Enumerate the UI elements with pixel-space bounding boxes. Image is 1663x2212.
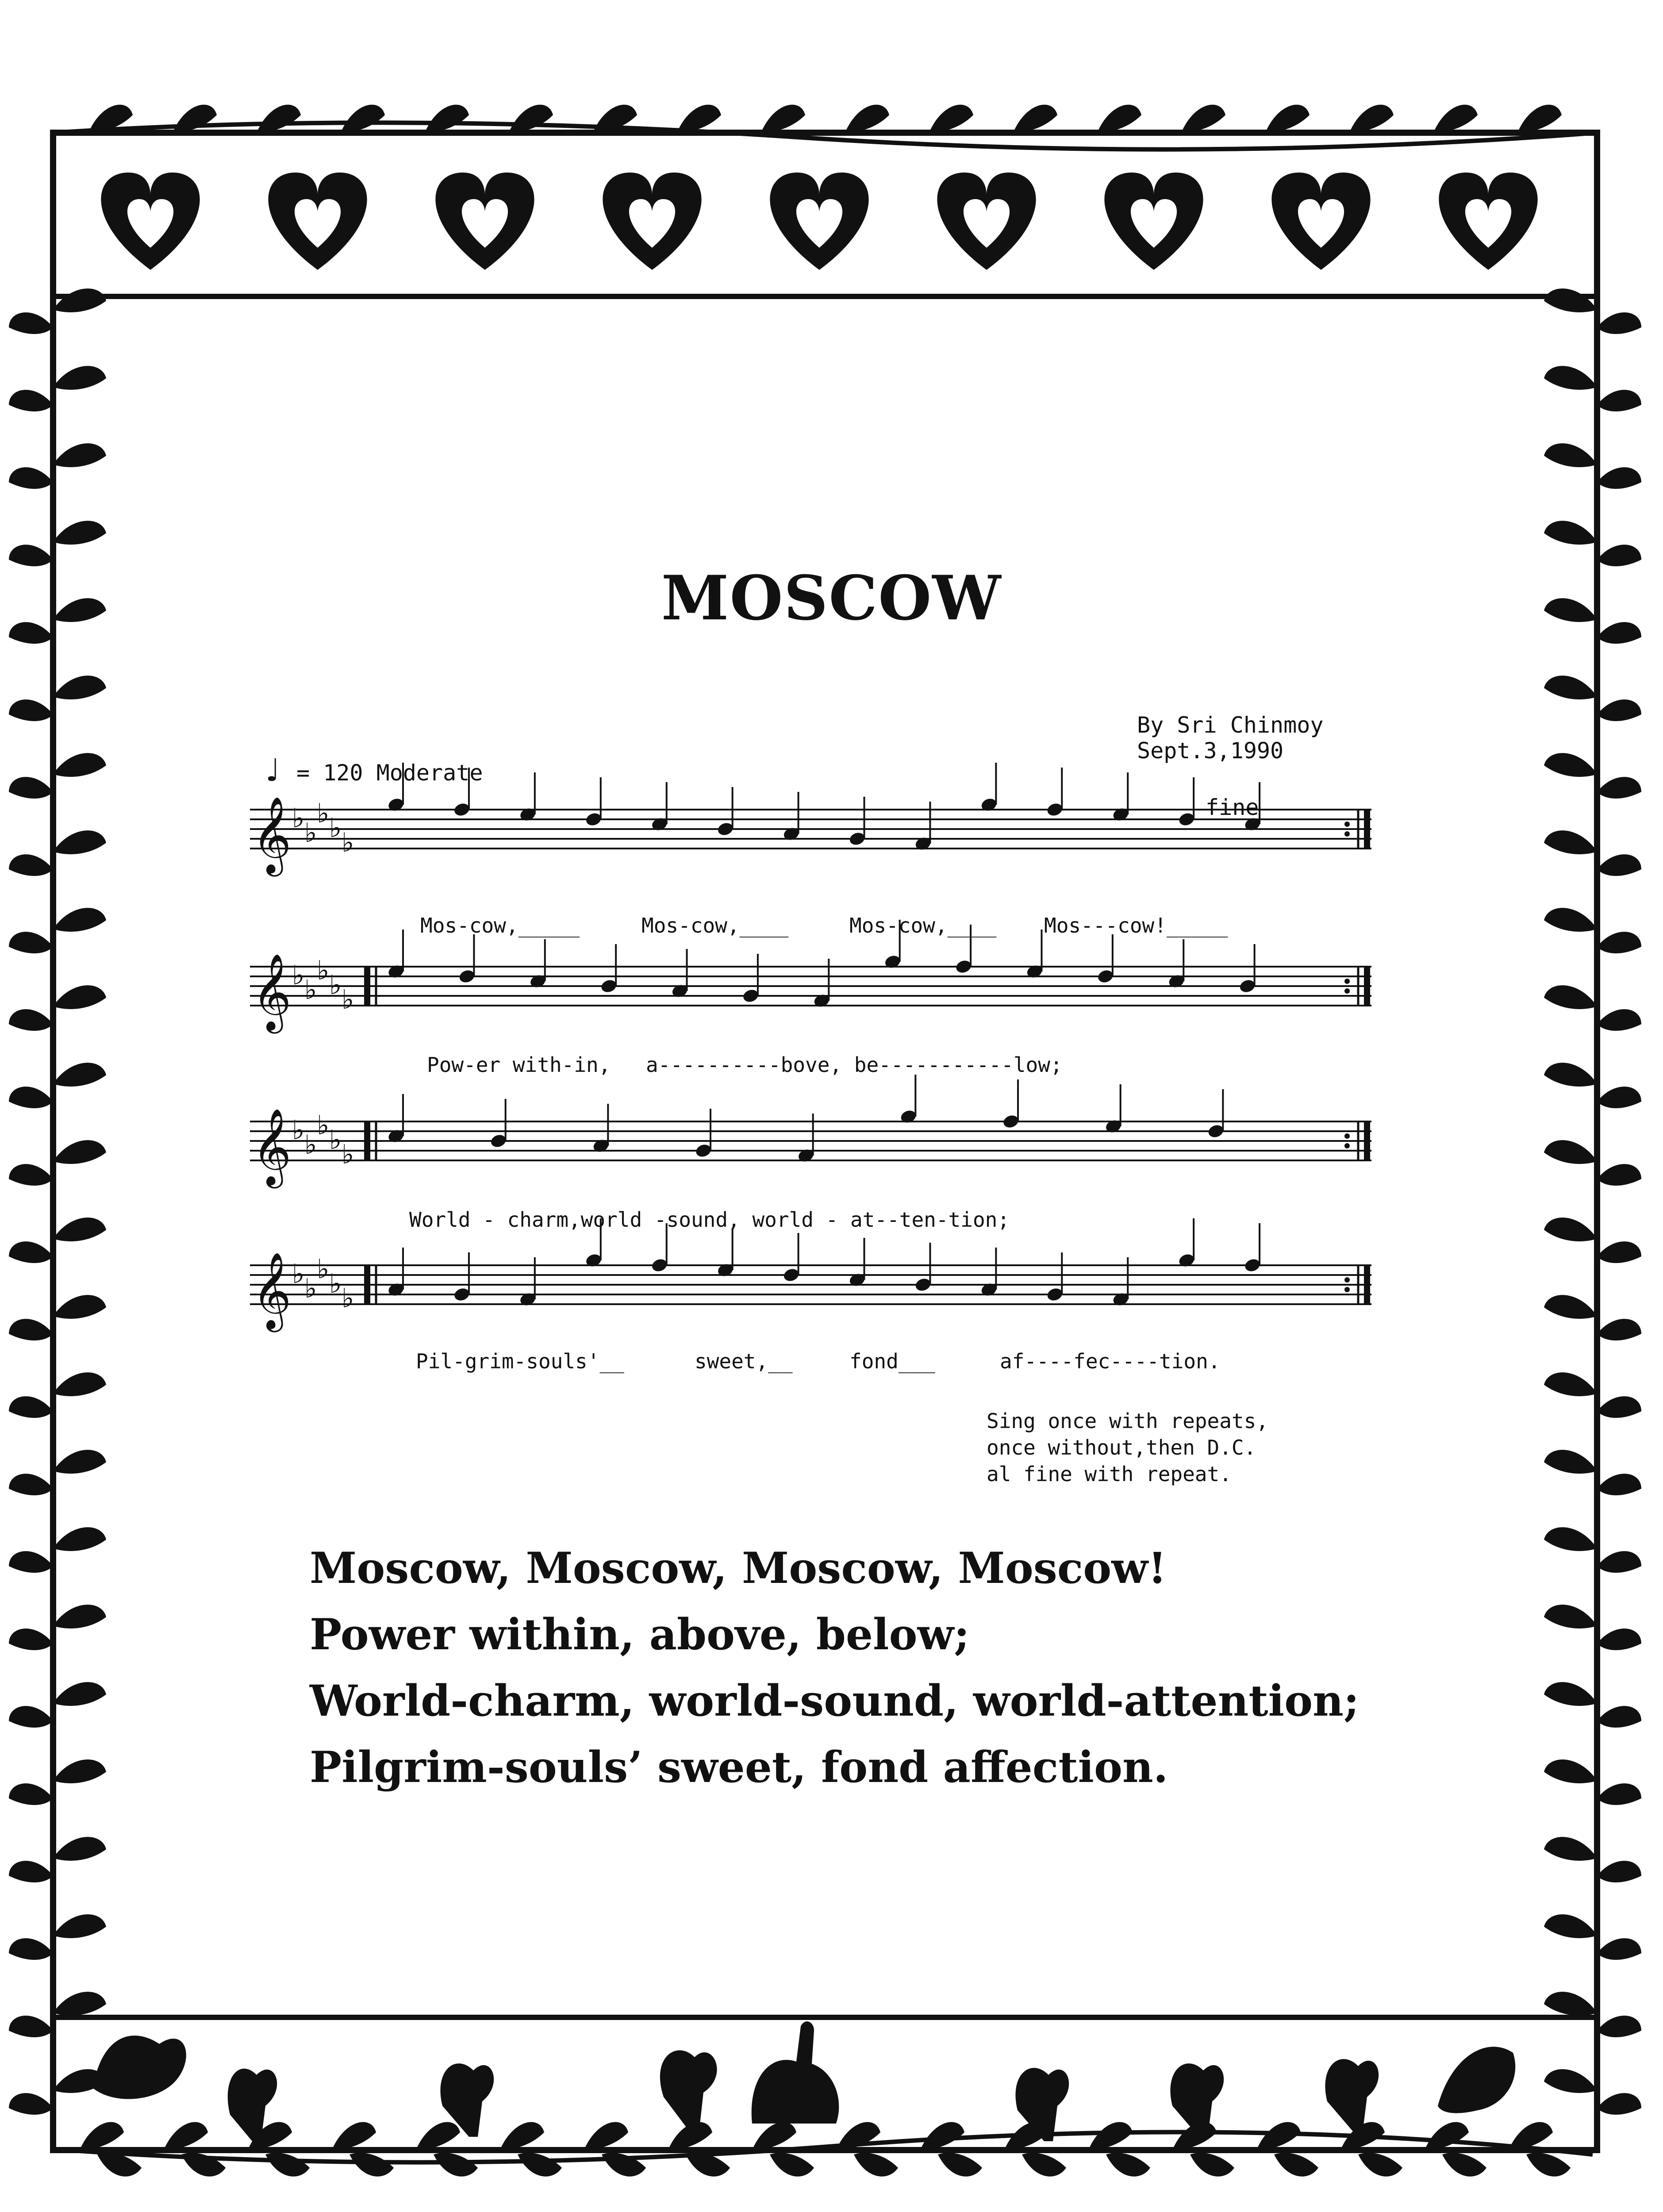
verse-line: Pilgrim-souls’ sweet, fond affection.: [310, 1742, 1168, 1792]
tempo-marking: = 120 Moderate: [296, 760, 483, 786]
verse-line: Power within, above, below;: [310, 1609, 970, 1659]
flat-sign-icon: ♭: [304, 1273, 317, 1304]
flat-sign-icon: ♭: [317, 1254, 330, 1285]
lyric-syllable: Mos-cow,____: [849, 914, 997, 937]
performance-note-line: Sing once with repeats,: [987, 1409, 1268, 1433]
lyric-syllable: a----------bove, be-----------low;: [646, 1053, 1063, 1077]
flat-sign-icon: ♭: [292, 803, 305, 834]
repeat-dot: [1344, 822, 1350, 827]
author-credit: By Sri Chinmoy: [1137, 712, 1324, 738]
flat-sign-icon: ♭: [317, 955, 330, 986]
lyric-syllable: af----fec----tion.: [1000, 1349, 1221, 1373]
performance-note-line: once without,then D.C.: [987, 1436, 1256, 1459]
composition-date: Sept.3,1990: [1137, 738, 1284, 764]
treble-clef-icon: 𝄞: [252, 953, 292, 1030]
lyric-syllable: Mos-cow,_____: [420, 914, 580, 937]
performance-note-line: al fine with repeat.: [987, 1462, 1232, 1486]
lyric-syllable: fond___: [849, 1349, 935, 1373]
repeat-dot: [1344, 988, 1350, 994]
repeat-dot: [1344, 831, 1350, 837]
flat-sign-icon: ♭: [329, 813, 342, 844]
flat-sign-icon: ♭: [329, 970, 342, 1001]
flat-sign-icon: ♭: [329, 1268, 342, 1299]
flat-sign-icon: ♭: [292, 960, 305, 991]
repeat-dot: [1344, 1287, 1350, 1292]
treble-clef-icon: 𝄞: [252, 796, 292, 873]
flat-sign-icon: ♭: [342, 984, 354, 1015]
lyric-syllable: World - charm,world -sound, world - at--ten-tion;: [409, 1208, 1010, 1232]
flat-sign-icon: ♭: [329, 1125, 342, 1156]
flat-sign-icon: ♭: [342, 827, 354, 858]
repeat-dot: [1344, 979, 1350, 984]
lyric-syllable: Mos---cow!_____: [1044, 914, 1228, 937]
fine-marker: fine: [1206, 795, 1259, 820]
verse-line: World-charm, world-sound, world-attention;: [310, 1676, 1360, 1726]
flat-sign-icon: ♭: [292, 1259, 305, 1290]
repeat-dot: [1344, 1143, 1350, 1148]
lyric-syllable: Mos-cow,____: [641, 914, 789, 937]
verse-line: Moscow, Moscow, Moscow, Moscow!: [310, 1543, 1167, 1593]
flat-sign-icon: ♭: [317, 798, 330, 829]
repeat-dot: [1344, 1277, 1350, 1283]
flat-sign-icon: ♭: [342, 1283, 354, 1314]
lyric-syllable: Pil-grim-souls'__: [416, 1349, 624, 1373]
flat-sign-icon: ♭: [304, 975, 317, 1006]
lyric-syllable: sweet,__: [695, 1349, 793, 1373]
flat-sign-icon: ♭: [304, 818, 317, 849]
treble-clef-icon: 𝄞: [252, 1108, 292, 1185]
song-verse: [310, 1535, 1359, 1801]
repeat-dot: [1344, 1133, 1350, 1139]
lyric-syllable: Pow-er with-in,: [427, 1053, 611, 1077]
flat-sign-icon: ♭: [342, 1139, 354, 1170]
flat-sign-icon: ♭: [292, 1115, 305, 1146]
flat-sign-icon: ♭: [317, 1110, 330, 1141]
song-title: MOSCOW: [661, 562, 1002, 634]
flat-sign-icon: ♭: [304, 1129, 317, 1160]
treble-clef-icon: 𝄞: [252, 1252, 292, 1329]
quarter-note-icon: ♩: [265, 752, 280, 788]
